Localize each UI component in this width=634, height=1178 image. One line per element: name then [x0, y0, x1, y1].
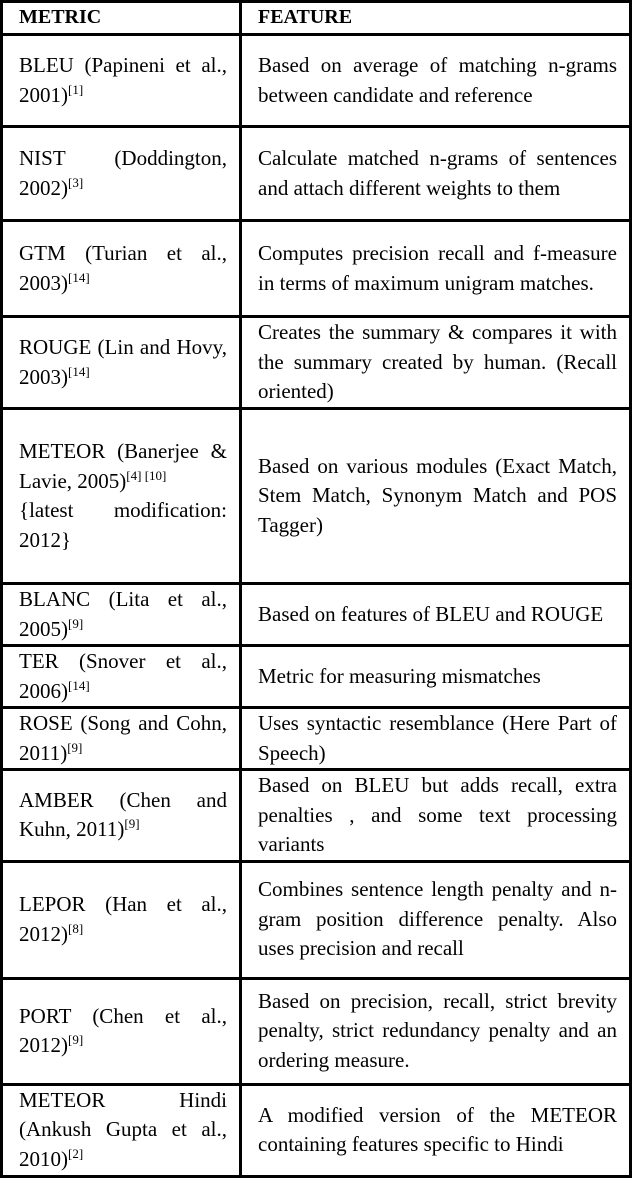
feature-cell: Combines sentence length penalty and n-gram position difference penalty. Also uses precision and recall [241, 861, 631, 978]
citation-ref: [2] [68, 1145, 84, 1161]
citation-ref: [8] [68, 920, 84, 936]
feature-cell: Calculate matched n-grams of sentences and attach different weights to them [241, 127, 631, 221]
feature-cell: Based on features of BLEU and ROUGE [241, 584, 631, 646]
metric-cell [2, 770, 241, 862]
citation-ref: [4] [10] [126, 467, 167, 483]
table-row [2, 409, 631, 584]
metric-cell [2, 978, 241, 1084]
citation-ref: [9] [67, 739, 83, 755]
table-row [2, 770, 631, 862]
table-row [2, 646, 631, 708]
citation-ref: [3] [68, 174, 84, 190]
citation-ref: [9] [124, 816, 140, 832]
table-row [2, 127, 631, 221]
feature-cell: Creates the summary & compares it with the summary created by human. (Recall oriented) [241, 317, 631, 409]
header-row [2, 2, 631, 35]
table-row [2, 35, 631, 127]
citation-ref: [9] [68, 615, 84, 631]
citation-ref: [14] [68, 363, 90, 379]
header-feature: FEATURE [241, 2, 631, 35]
metric-cell [2, 1084, 241, 1176]
metric-cell [2, 584, 241, 646]
table-row [2, 861, 631, 978]
metric-cell [2, 35, 241, 127]
metric-cell [2, 708, 241, 770]
citation-ref: [9] [68, 1032, 84, 1047]
metric-name: BLEU (Papineni et al., 2001) [19, 53, 227, 107]
table-row [2, 708, 631, 770]
citation-ref: [14] [68, 269, 90, 285]
table-row [2, 978, 631, 1084]
table-row [2, 221, 631, 317]
metric-cell [2, 221, 241, 317]
table-row [2, 1084, 631, 1176]
metric-cell [2, 127, 241, 221]
feature-cell: Based on precision, recall, strict brevity penalty, strict redundancy penalty and an ordering measure. [241, 978, 631, 1084]
feature-cell: Based on BLEU but adds recall, extra penalties , and some text processing variants [241, 770, 631, 862]
feature-cell: A modified version of the METEOR containing features specific to Hindi [241, 1084, 631, 1176]
metric-name: NIST (Doddington, 2002) [19, 146, 227, 200]
metric-cell [2, 861, 241, 978]
metric-cell [2, 409, 241, 584]
metric-name: GTM (Turian et al., 2003) [19, 241, 227, 295]
feature-cell: Uses syntactic resemblance (Here Part of Speech) [241, 708, 631, 770]
metric-cell [2, 646, 241, 708]
feature-cell: Based on average of matching n-grams between candidate and reference [241, 35, 631, 127]
table-row [2, 317, 631, 409]
metric-cell [2, 317, 241, 409]
metric-name: METEOR Hindi (Ankush Gupta et al., 2010) [19, 1087, 227, 1171]
table-row [2, 584, 631, 646]
metric-name: ROSE (Song and Cohn, 2011) [19, 711, 227, 765]
metric-extra: {latest modification: 2012} [19, 498, 227, 552]
metric-name: PORT (Chen et al., 2012) [19, 1003, 227, 1057]
metric-name: TER (Snover et al., 2006) [19, 649, 227, 703]
feature-cell: Computes precision recall and f-measure in terms of maximum unigram matches. [241, 221, 631, 317]
metric-name: BLANC (Lita et al., 2005) [19, 587, 227, 641]
metric-name: METEOR (Banerjee & Lavie, 2005) [19, 439, 227, 493]
citation-ref: [14] [68, 677, 90, 693]
metric-name: AMBER (Chen and Kuhn, 2011) [19, 787, 227, 842]
citation-ref: [1] [68, 81, 84, 97]
feature-cell: Metric for measuring mismatches [241, 646, 631, 708]
feature-cell: Based on various modules (Exact Match, Stem Match, Synonym Match and POS Tagger) [241, 409, 631, 584]
metric-name: ROUGE (Lin and Hovy, 2003) [19, 335, 227, 389]
metric-name: LEPOR (Han et al., 2012) [19, 892, 227, 946]
header-metric: METRIC [2, 2, 241, 35]
